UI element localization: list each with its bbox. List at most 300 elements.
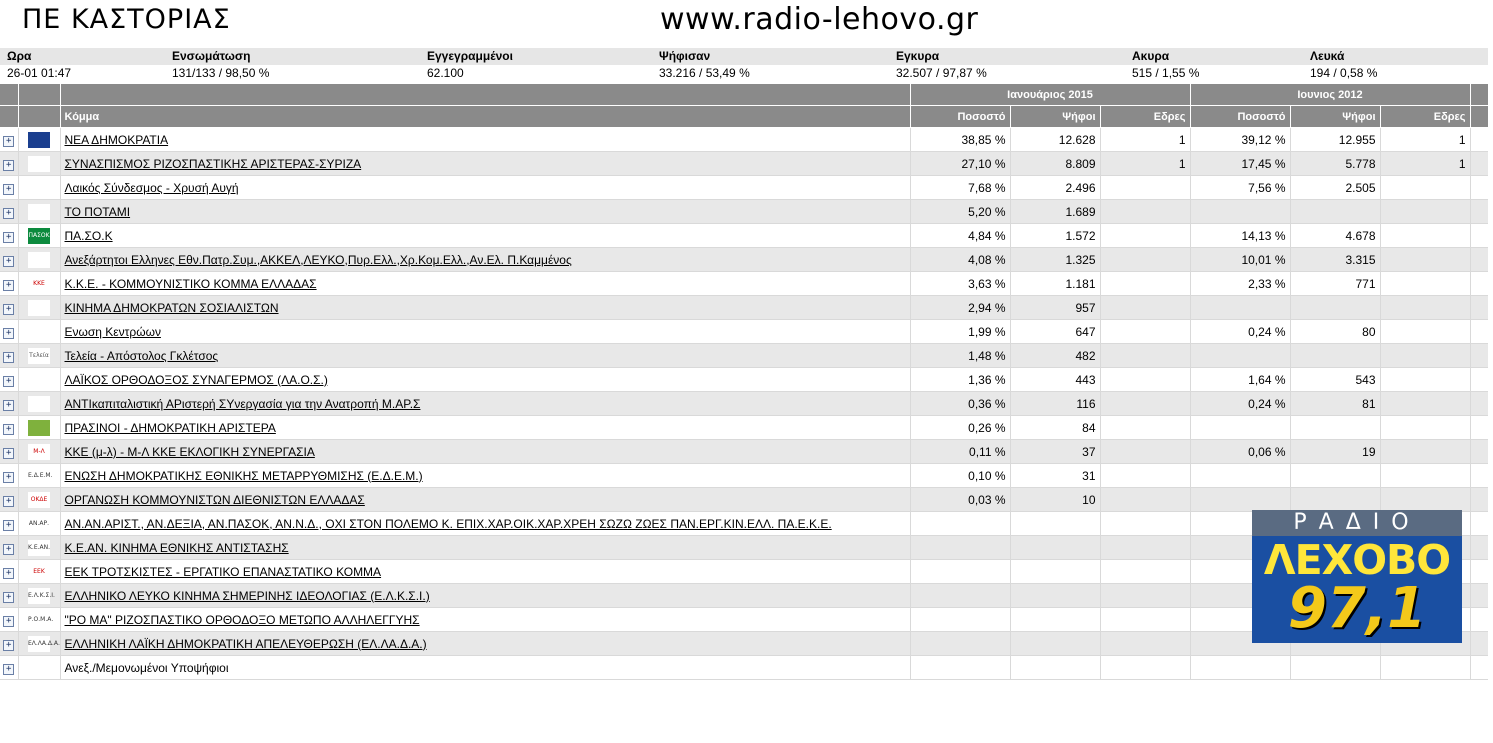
expand-cell <box>0 248 18 272</box>
roma-logo-icon: Ρ.Ο.Μ.Α. <box>28 612 50 628</box>
plus-box-icon[interactable]: + <box>3 568 14 579</box>
seats-2015-cell <box>1100 464 1190 488</box>
anar-logo-icon: ΑΝ.ΑΡ. <box>28 516 50 532</box>
summary-bar <box>0 48 1488 82</box>
eek-logo-icon: ΕΕΚ <box>28 564 50 580</box>
party-link[interactable]: Κ.Κ.Ε. - ΚΟΜΜΟΥΝΙΣΤΙΚΟ ΚΟΜΜΑ ΕΛΛΑΔΑΣ <box>64 276 317 291</box>
summary-value-invalid: 515 / 1,55 % <box>1132 66 1200 80</box>
party-name-cell <box>60 176 910 200</box>
party-link[interactable]: ΑΝΤΙκαπιταλιστική ΑΡιστερή ΣΥνεργασία για την Ανατροπή Μ.ΑΡ.Σ <box>64 396 421 411</box>
logo-cell <box>18 440 60 464</box>
expand-cell <box>0 584 18 608</box>
table-row <box>0 320 1488 344</box>
summary-label-valid: Εγκυρα <box>889 48 1125 65</box>
logo-cell <box>18 152 60 176</box>
votes-2015-cell <box>1010 584 1100 608</box>
header-seats-2015[interactable]: Εδρες <box>1100 106 1190 128</box>
table-row <box>0 368 1488 392</box>
plus-box-icon[interactable]: + <box>3 328 14 339</box>
pct-2012-cell <box>1190 344 1290 368</box>
party-link[interactable]: ΠΡΑΣΙΝΟΙ - ΔΗΜΟΚΡΑΤΙΚΗ ΑΡΙΣΤΕΡΑ <box>64 420 276 435</box>
plus-box-icon[interactable]: + <box>3 448 14 459</box>
votes-2012-cell: 12.955 <box>1290 128 1380 152</box>
logo-cell <box>18 632 60 656</box>
table-row <box>0 488 1488 512</box>
party-link[interactable]: Κ.Ε.ΑΝ. ΚΙΝΗΜΑ ΕΘΝΙΚΗΣ ΑΝΤΙΣΤΑΣΗΣ <box>64 540 289 555</box>
votes-2012-cell: 2.505 <box>1290 176 1380 200</box>
votes-2015-cell: 31 <box>1010 464 1100 488</box>
plus-box-icon[interactable]: + <box>3 592 14 603</box>
spacer-cell <box>1470 368 1488 392</box>
expand-cell <box>0 632 18 656</box>
page-header <box>0 0 1493 48</box>
seats-2015-cell <box>1100 296 1190 320</box>
votes-2015-cell <box>1010 512 1100 536</box>
radio-logo-line1: ΡΑΔΙΟ <box>1252 510 1462 536</box>
logo-cell <box>18 176 60 200</box>
seats-2015-cell <box>1100 536 1190 560</box>
nd-logo-icon <box>28 132 50 148</box>
votes-2012-cell <box>1290 344 1380 368</box>
pct-2015-cell: 0,03 % <box>910 488 1010 512</box>
party-name-cell <box>60 632 910 656</box>
logo-cell <box>18 200 60 224</box>
pct-2015-cell: 1,99 % <box>910 320 1010 344</box>
votes-2015-cell: 1.325 <box>1010 248 1100 272</box>
plus-box-icon[interactable]: + <box>3 304 14 315</box>
xa-logo-icon <box>28 180 50 196</box>
spacer-cell <box>1470 440 1488 464</box>
summary-value-integration: 131/133 / 98,50 % <box>172 66 270 80</box>
summary-value-registered: 62.100 <box>427 66 464 80</box>
table-row <box>0 392 1488 416</box>
header-pct-2012[interactable]: Ποσοστό <box>1190 106 1290 128</box>
spacer-cell <box>1470 152 1488 176</box>
party-name-cell <box>60 128 910 152</box>
seats-2012-cell <box>1380 488 1470 512</box>
party-link[interactable]: Τελεία - Απόστολος Γκλέτσος <box>64 348 219 363</box>
votes-2012-cell: 543 <box>1290 368 1380 392</box>
party-name-cell <box>60 464 910 488</box>
votes-2015-cell: 1.572 <box>1010 224 1100 248</box>
pct-2015-cell: 7,68 % <box>910 176 1010 200</box>
pct-2015-cell: 4,08 % <box>910 248 1010 272</box>
logo-cell <box>18 224 60 248</box>
seats-2012-cell <box>1380 440 1470 464</box>
seats-2015-cell: 1 <box>1100 152 1190 176</box>
party-name-cell <box>60 416 910 440</box>
pct-2012-cell: 2,33 % <box>1190 272 1290 296</box>
spacer-cell <box>1470 248 1488 272</box>
expand-cell <box>0 368 18 392</box>
plus-box-icon[interactable]: + <box>3 160 14 171</box>
votes-2015-cell: 10 <box>1010 488 1100 512</box>
seats-2015-cell <box>1100 224 1190 248</box>
pct-2012-cell <box>1190 464 1290 488</box>
votes-2015-cell: 2.496 <box>1010 176 1100 200</box>
table-row <box>0 464 1488 488</box>
logo-cell <box>18 392 60 416</box>
seats-2015-cell <box>1100 248 1190 272</box>
party-name-cell <box>60 152 910 176</box>
kke-logo-icon: ΚΚΕ <box>28 276 50 292</box>
pct-2012-cell: 0,06 % <box>1190 440 1290 464</box>
seats-2012-cell <box>1380 464 1470 488</box>
summary-label-invalid: Ακυρα <box>1125 48 1303 65</box>
pct-2015-cell: 0,36 % <box>910 392 1010 416</box>
logo-cell <box>18 368 60 392</box>
votes-2015-cell: 957 <box>1010 296 1100 320</box>
seats-2012-cell <box>1380 320 1470 344</box>
expand-cell <box>0 200 18 224</box>
header-votes-2015[interactable]: Ψήφοι <box>1010 106 1100 128</box>
pct-2015-cell: 0,10 % <box>910 464 1010 488</box>
spacer-cell <box>1470 584 1488 608</box>
pct-2015-cell: 2,94 % <box>910 296 1010 320</box>
seats-2015-cell <box>1100 488 1190 512</box>
party-link[interactable]: ΕΕΚ ΤΡΟΤΣΚΙΣΤΕΣ - ΕΡΓΑΤΙΚΟ ΕΠΑΝΑΣΤΑΤΙΚΟ ΚΟΜΜΑ <box>64 564 382 579</box>
votes-2015-cell: 1.689 <box>1010 200 1100 224</box>
party-link[interactable]: ΚΚΕ (μ-λ) - Μ-Λ ΚΚΕ ΕΚΛΟΓΙΚΗ ΣΥΝΕΡΓΑΣΙΑ <box>64 444 315 459</box>
seats-2015-cell <box>1100 272 1190 296</box>
seats-2015-cell <box>1100 416 1190 440</box>
expand-cell <box>0 224 18 248</box>
header-expand-col <box>0 84 18 106</box>
pct-2015-cell: 3,63 % <box>910 272 1010 296</box>
pct-2015-cell <box>910 536 1010 560</box>
votes-2012-cell <box>1290 656 1380 680</box>
expand-cell <box>0 320 18 344</box>
votes-2015-cell: 482 <box>1010 344 1100 368</box>
pct-2012-cell: 1,64 % <box>1190 368 1290 392</box>
header-party[interactable]: Κόμμα <box>60 106 910 128</box>
pct-2015-cell: 5,20 % <box>910 200 1010 224</box>
pct-2012-cell: 10,01 % <box>1190 248 1290 272</box>
votes-2015-cell <box>1010 536 1100 560</box>
party-name-cell <box>60 536 910 560</box>
pct-2012-cell <box>1190 656 1290 680</box>
spacer-cell <box>1470 464 1488 488</box>
party-name-cell <box>60 608 910 632</box>
seats-2015-cell <box>1100 440 1190 464</box>
spacer-cell <box>1470 488 1488 512</box>
logo-cell <box>18 296 60 320</box>
table-row <box>0 656 1488 680</box>
header-logo-col-2 <box>18 106 60 128</box>
party-name-cell <box>60 272 910 296</box>
votes-2012-cell: 81 <box>1290 392 1380 416</box>
party-link[interactable]: Λαικός Σύνδεσμος - Χρυσή Αυγή <box>64 180 239 195</box>
logo-cell <box>18 248 60 272</box>
expand-cell <box>0 536 18 560</box>
table-row <box>0 344 1488 368</box>
logo-cell <box>18 320 60 344</box>
summary-label-registered: Εγγεγραμμένοι <box>420 48 652 65</box>
expand-cell <box>0 512 18 536</box>
region-title: ΠΕ ΚΑΣΤΟΡΙΑΣ <box>22 4 231 35</box>
pct-2015-cell <box>910 560 1010 584</box>
party-name-cell <box>60 488 910 512</box>
plus-box-icon[interactable]: + <box>3 136 14 147</box>
spacer-cell <box>1470 512 1488 536</box>
plus-box-icon[interactable]: + <box>3 472 14 483</box>
plus-box-icon[interactable]: + <box>3 496 14 507</box>
potami-logo-icon <box>28 204 50 220</box>
header-group-2012: Ιουνιος 2012 <box>1190 84 1470 106</box>
party-link[interactable]: ΠΑ.ΣΟ.Κ <box>64 228 113 243</box>
seats-2015-cell <box>1100 320 1190 344</box>
pct-2015-cell: 1,48 % <box>910 344 1010 368</box>
pct-2015-cell <box>910 512 1010 536</box>
logo-cell <box>18 512 60 536</box>
table-row <box>0 440 1488 464</box>
seats-2012-cell <box>1380 416 1470 440</box>
votes-2012-cell: 19 <box>1290 440 1380 464</box>
pct-2012-cell: 0,24 % <box>1190 320 1290 344</box>
plus-box-icon[interactable]: + <box>3 352 14 363</box>
plus-box-icon[interactable]: + <box>3 520 14 531</box>
seats-2015-cell <box>1100 200 1190 224</box>
pct-2015-cell: 27,10 % <box>910 152 1010 176</box>
plus-box-icon[interactable]: + <box>3 280 14 291</box>
expand-cell <box>0 656 18 680</box>
seats-2015-cell <box>1100 632 1190 656</box>
party-link[interactable]: Ανεξάρτητοι Ελληνες Εθν.Πατρ.Συμ.,ΑΚΚΕΛ,ΛΕΥΚΟ,Πυρ.Ελλ.,Χρ.Κομ.Ελλ.,Αν.Ελ. Π.Καμμένος <box>64 252 572 267</box>
party-link[interactable]: ΕΛΛΗΝΙΚΗ ΛΑΪΚΗ ΔΗΜΟΚΡΑΤΙΚΗ ΑΠΕΛΕΥΘΕΡΩΣΗ (ΕΛ.ΛΑ.Δ.Α.) <box>64 636 427 651</box>
votes-2015-cell: 8.809 <box>1010 152 1100 176</box>
pct-2015-cell: 0,11 % <box>910 440 1010 464</box>
votes-2012-cell <box>1290 200 1380 224</box>
votes-2012-cell: 80 <box>1290 320 1380 344</box>
seats-2015-cell <box>1100 176 1190 200</box>
seats-2015-cell <box>1100 608 1190 632</box>
expand-cell <box>0 464 18 488</box>
table-row <box>0 200 1488 224</box>
pct-2012-cell <box>1190 488 1290 512</box>
seats-2012-cell: 1 <box>1380 152 1470 176</box>
pct-2015-cell: 0,26 % <box>910 416 1010 440</box>
spacer-cell <box>1470 296 1488 320</box>
party-link[interactable]: ΕΛΛΗΝΙΚΟ ΛΕΥΚΟ ΚΙΝΗΜΑ ΣΗΜΕΡΙΝΗΣ ΙΔΕΟΛΟΓΙΑΣ (Ε.Λ.Κ.Σ.Ι.) <box>64 588 430 603</box>
spacer-cell <box>1470 224 1488 248</box>
logo-cell <box>18 416 60 440</box>
party-name-cell <box>60 320 910 344</box>
seats-2015-cell <box>1100 584 1190 608</box>
logo-cell <box>18 608 60 632</box>
syriza-logo-icon <box>28 156 50 172</box>
votes-2012-cell <box>1290 296 1380 320</box>
expand-cell <box>0 440 18 464</box>
party-name-cell <box>60 584 910 608</box>
logo-cell <box>18 128 60 152</box>
spacer-cell <box>1470 320 1488 344</box>
plus-box-icon[interactable]: + <box>3 544 14 555</box>
party-name-cell <box>60 392 910 416</box>
spacer-cell <box>1470 272 1488 296</box>
expand-cell <box>0 344 18 368</box>
radio-logo-line2: ΛΕΧΟΒΟ <box>1263 536 1451 584</box>
votes-2015-cell <box>1010 656 1100 680</box>
header-seats-2012[interactable]: Εδρες <box>1380 106 1470 128</box>
header-scroll-col <box>1470 84 1488 106</box>
spacer-cell <box>1470 536 1488 560</box>
votes-2015-cell: 84 <box>1010 416 1100 440</box>
expand-cell <box>0 392 18 416</box>
pct-2012-cell <box>1190 416 1290 440</box>
pct-2015-cell: 1,36 % <box>910 368 1010 392</box>
seats-2012-cell <box>1380 368 1470 392</box>
pct-2012-cell: 14,13 % <box>1190 224 1290 248</box>
votes-2012-cell: 4.678 <box>1290 224 1380 248</box>
header-expand-col-2 <box>0 106 18 128</box>
elada-logo-icon: ΕΛ.ΛΑ.Δ.Α. <box>28 636 50 652</box>
plus-box-icon[interactable]: + <box>3 664 14 675</box>
party-link[interactable]: ΚΙΝΗΜΑ ΔΗΜΟΚΡΑΤΩΝ ΣΟΣΙΑΛΙΣΤΩΝ <box>64 300 279 315</box>
party-name-cell <box>60 440 910 464</box>
votes-2015-cell: 1.181 <box>1010 272 1100 296</box>
party-link: Ανεξ./Μεμονωμένοι Υποψήφιοι <box>64 660 229 675</box>
expand-cell <box>0 296 18 320</box>
plus-box-icon[interactable]: + <box>3 256 14 267</box>
seats-2012-cell <box>1380 344 1470 368</box>
party-link[interactable]: ΑΝ.ΑΝ.ΑΡΙΣΤ., ΑΝ.ΔΕΞΙΑ, ΑΝ.ΠΑΣΟΚ, ΑΝ.Ν.Δ., ΟΧΙ ΣΤΟΝ ΠΟΛΕΜΟ Κ. ΕΠΙΧ.ΧΑΡ.ΟΙΚ.ΧΑΡ.ΧΡΕΗ ΣΩΖΩ ΖΩΕΣ ΠΑΝ.ΕΡΓ.ΚΙΝ.ΕΛΛ. ΠΑ.Ε.Κ.Ε. <box>64 516 832 531</box>
party-link[interactable]: ΣΥΝΑΣΠΙΣΜΟΣ ΡΙΖΟΣΠΑΣΤΙΚΗΣ ΑΡΙΣΤΕΡΑΣ-ΣΥΡΙΖΑ <box>64 156 362 171</box>
expand-cell <box>0 176 18 200</box>
seats-2012-cell <box>1380 392 1470 416</box>
seats-2015-cell <box>1100 512 1190 536</box>
header-votes-2012[interactable]: Ψήφοι <box>1290 106 1380 128</box>
antarsya-logo-icon <box>28 396 50 412</box>
party-name-cell <box>60 224 910 248</box>
spacer-cell <box>1470 344 1488 368</box>
plus-box-icon[interactable]: + <box>3 424 14 435</box>
votes-2015-cell <box>1010 632 1100 656</box>
pasok-logo-icon: ΠΑΣΟΚ <box>28 228 50 244</box>
pct-2012-cell: 17,45 % <box>1190 152 1290 176</box>
party-link[interactable]: ΤΟ ΠΟΤΑΜΙ <box>64 204 131 219</box>
summary-value-valid: 32.507 / 97,87 % <box>896 66 987 80</box>
plus-box-icon[interactable]: + <box>3 640 14 651</box>
table-row <box>0 296 1488 320</box>
votes-2012-cell <box>1290 416 1380 440</box>
spacer-cell <box>1470 176 1488 200</box>
header-empty <box>60 84 910 106</box>
table-row <box>0 248 1488 272</box>
header-logo-col <box>18 84 60 106</box>
pct-2015-cell: 4,84 % <box>910 224 1010 248</box>
seats-2012-cell <box>1380 272 1470 296</box>
ek-logo-icon <box>28 324 50 340</box>
party-name-cell <box>60 200 910 224</box>
seats-2015-cell <box>1100 344 1190 368</box>
table-row <box>0 176 1488 200</box>
pct-2015-cell <box>910 608 1010 632</box>
party-link[interactable]: ΕΝΩΣΗ ΔΗΜΟΚΡΑΤΙΚΗΣ ΕΘΝΙΚΗΣ ΜΕΤΑΡΡΥΘΜΙΣΗΣ (Ε.Δ.Ε.Μ.) <box>64 468 423 483</box>
party-link[interactable]: ΝΕΑ ΔΗΜΟΚΡΑΤΙΑ <box>64 132 169 147</box>
site-url: www.radio-lehovo.gr <box>660 2 979 37</box>
radio-logo-frequency: 97,1 <box>1287 576 1427 641</box>
plus-box-icon[interactable]: + <box>3 208 14 219</box>
expand-cell <box>0 152 18 176</box>
party-link[interactable]: ΟΡΓΑΝΩΣΗ ΚΟΜΜΟΥΝΙΣΤΩΝ ΔΙΕΘΝΙΣΤΩΝ ΕΛΛΑΔΑΣ <box>64 492 365 507</box>
seats-2012-cell <box>1380 656 1470 680</box>
elksi-logo-icon: Ε.Λ.Κ.Σ.Ι. <box>28 588 50 604</box>
spacer-cell <box>1470 560 1488 584</box>
votes-2012-cell: 771 <box>1290 272 1380 296</box>
header-pct-2015[interactable]: Ποσοστό <box>910 106 1010 128</box>
pct-2015-cell <box>910 656 1010 680</box>
summary-value-time: 26-01 01:47 <box>7 66 72 80</box>
party-link[interactable]: ΛΑΪΚΟΣ ΟΡΘΟΔΟΞΟΣ ΣΥΝΑΓΕΡΜΟΣ (ΛΑ.Ο.Σ.) <box>64 372 328 387</box>
spacer-cell <box>1470 392 1488 416</box>
seats-2012-cell <box>1380 224 1470 248</box>
plus-box-icon[interactable]: + <box>3 184 14 195</box>
laos-logo-icon <box>28 372 50 388</box>
party-link[interactable]: "ΡΟ ΜΑ" ΡΙΖΟΣΠΑΣΤΙΚΟ ΟΡΘΟΔΟΞΟ ΜΕΤΩΠΟ ΑΛΛΗΛΕΓΓΥΗΣ <box>64 612 420 627</box>
pct-2015-cell <box>910 632 1010 656</box>
plus-box-icon[interactable]: + <box>3 232 14 243</box>
party-name-cell <box>60 512 910 536</box>
kkeml-logo-icon: Μ-Λ <box>28 444 50 460</box>
seats-2015-cell <box>1100 368 1190 392</box>
header-group-2015: Ιανουάριος 2015 <box>910 84 1190 106</box>
votes-2015-cell: 37 <box>1010 440 1100 464</box>
plus-box-icon[interactable]: + <box>3 376 14 387</box>
party-link[interactable]: Ενωση Κεντρώων <box>64 324 161 339</box>
table-row <box>0 128 1488 152</box>
logo-cell <box>18 584 60 608</box>
seats-2015-cell <box>1100 560 1190 584</box>
votes-2015-cell <box>1010 608 1100 632</box>
votes-2012-cell <box>1290 464 1380 488</box>
summary-label-blank: Λευκά <box>1303 48 1488 65</box>
spacer-cell <box>1470 416 1488 440</box>
spacer-cell <box>1470 200 1488 224</box>
expand-cell <box>0 416 18 440</box>
logo-cell <box>18 464 60 488</box>
prasinoi-logo-icon <box>28 420 50 436</box>
logo-cell <box>18 656 60 680</box>
votes-2015-cell: 12.628 <box>1010 128 1100 152</box>
summary-label-time: Ωρα <box>0 48 165 65</box>
spacer-cell <box>1470 128 1488 152</box>
party-name-cell <box>60 368 910 392</box>
plus-box-icon[interactable]: + <box>3 400 14 411</box>
party-name-cell <box>60 560 910 584</box>
pct-2012-cell: 39,12 % <box>1190 128 1290 152</box>
seats-2012-cell <box>1380 248 1470 272</box>
expand-cell <box>0 128 18 152</box>
votes-2015-cell: 116 <box>1010 392 1100 416</box>
votes-2012-cell <box>1290 488 1380 512</box>
pct-2012-cell: 7,56 % <box>1190 176 1290 200</box>
seats-2015-cell: 1 <box>1100 128 1190 152</box>
logo-cell <box>18 272 60 296</box>
spacer-cell <box>1470 632 1488 656</box>
teleia-logo-icon: Τελεία <box>28 348 50 364</box>
votes-2015-cell <box>1010 560 1100 584</box>
plus-box-icon[interactable]: + <box>3 616 14 627</box>
expand-cell <box>0 272 18 296</box>
summary-value-voted: 33.216 / 53,49 % <box>659 66 750 80</box>
logo-cell <box>18 488 60 512</box>
expand-cell <box>0 488 18 512</box>
okde-logo-icon: ΟΚΔΕ <box>28 492 50 508</box>
pct-2015-cell: 38,85 % <box>910 128 1010 152</box>
pct-2015-cell <box>910 584 1010 608</box>
expand-cell <box>0 560 18 584</box>
pct-2012-cell <box>1190 296 1290 320</box>
